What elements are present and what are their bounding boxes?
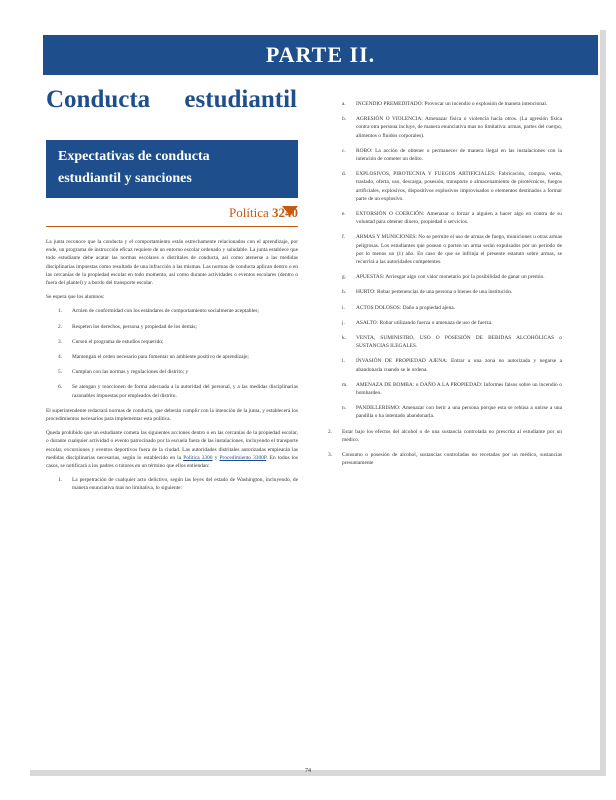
left-column (46, 238, 298, 500)
list-item-text: ASALTO: Robar utilizando fuerza o amenaza de uso de fuerza. (356, 319, 493, 326)
and-word: y (214, 454, 218, 461)
list-letter: b. (342, 116, 347, 123)
offense-sublist (330, 100, 562, 421)
list-item (330, 100, 562, 108)
list-item-text: EXTORSIÓN O COERCIÓN: Amenazar o forzar a alguien a hacer algo en contra de su voluntad para obtener dinero, propiedad o servicios. (356, 211, 562, 226)
list-item (330, 357, 562, 373)
numbered-list (316, 428, 562, 468)
list-letter: a. (342, 101, 346, 107)
list-letter: c. (342, 147, 346, 154)
list-item-text: Estar bajo los efectos del alcohol o de una sustancia controlada no prescrita al estudiante por un médico. (342, 428, 562, 443)
list-item (46, 476, 298, 492)
list-number: 1. (58, 477, 63, 484)
list-letter: h. (342, 289, 347, 296)
list-item (330, 273, 562, 281)
list-item-text: ARMAS Y MUNICIONES: No se permite el uso de armas de fuego, municiones u otras armas peligrosas. Los estudiantes que posean o porten un arma serán expulsados por un periodo de por lo menos un (1) año. En caso de que se infrinja el presente estatuto sobre armas, se recurrirá a las autoridades competentes. (356, 234, 562, 266)
list-item-text: Cumplan con las normas y regulaciones del distrito; y (72, 369, 189, 376)
list-item-text: Actúen de conformidad con los estándares de comportamiento socialmente aceptables; (72, 308, 259, 315)
section-heading-line-2: estudiantil y sanciones (58, 171, 192, 186)
section-heading-box (46, 140, 298, 198)
intro-paragraph: La junta reconoce que la conducta y el comportamiento están estrechamente relacionados con el aprendizaje, por ende, un programa de instrucción eficaz requiere de un entorno escolar ordenado y saludable. La junta establece que todo estudiante debe acatar las normas escolares o distritales de conducta, así como atenerse a las medidas disciplinarias impuestas como resultado de una infracción a las mismas. Las normas de conducta aplican dentro o en las cercanías de la propiedad escolar en todo momento, así como durante actividades o eventos escolares (dentro o fuera del plantel) y a bordo del transporte escolar. (46, 239, 298, 287)
list-item-text: AGRESIÓN O VIOLENCIA: Amenazar física o violencia hacia otros. (La agresión física contra otra persona incluye, de manera enunciativa mas no limitativa: armas, partes del cuerpo, alimentos o fluidos corporales). (356, 116, 562, 139)
list-item (46, 383, 298, 399)
list-item (46, 323, 298, 331)
part-title: PARTE II. (265, 42, 376, 67)
list-item-text: AMENAZA DE BOMBA: o DAÑO A LA PROPIEDAD: Informes falsos sobre un incendio o bombardeo. (356, 381, 562, 397)
prohibited-text: Queda prohibido que un estudiante cometa las siguientes acciones dentro o en las cercanías de la propiedad escolar, o durante cualquier actividad o evento patrocinado por la escuela fuera de las instalaciones, incluyendo el transporte escolar, excursiones y eventos deportivos fuera de la ciudad. Las autoridades distritales autorizadas emplearán las medidas disciplinarias necesarias, según lo establecido en la (46, 430, 298, 461)
list-item (46, 307, 298, 315)
list-item (46, 338, 298, 346)
list-number: 3. (58, 338, 63, 345)
list-letter: d. (342, 171, 347, 178)
list-item-text: HURTO: Robar pertenencias de una persona o bienes de una institución. (356, 289, 513, 296)
list-letter: e. (342, 211, 346, 218)
policy-word: Política (229, 205, 269, 220)
list-item (330, 115, 562, 140)
policy-label (150, 205, 298, 221)
list-letter: l. (342, 358, 345, 365)
list-item (330, 147, 562, 163)
list-item-text: ROBO: La acción de obtener o permanecer de manera ilegal en las instalaciones con la intención de cometer un delito. (356, 147, 562, 163)
superintendent-paragraph: El superintendente redactará normas de conducta, que deberán cumplir con la intención de la junta, y establecerá los procedimientos necesarios para implementar esta política. (46, 407, 298, 423)
list-item (330, 404, 562, 420)
policy-number: 3240 (272, 205, 298, 220)
list-item (316, 428, 562, 444)
list-item (330, 334, 562, 350)
list-item-text: INVASIÓN DE PROPIEDAD AJENA: Entrar a una zona no autorizada y negarse a abandonarla cuando se le ordena. (356, 358, 562, 373)
offense-list (46, 476, 298, 492)
list-number: 2. (328, 428, 333, 435)
list-item-text: Cursen el programa de estudios requerido; (72, 338, 164, 345)
procedure-3300p-link[interactable]: Procedimiento 3300P (219, 454, 267, 461)
list-number: 1. (58, 308, 63, 315)
list-letter: m. (342, 381, 348, 388)
list-item (330, 319, 562, 327)
page-title: Conducta estudiantil (46, 86, 297, 113)
list-item (46, 353, 298, 361)
list-number: 2. (58, 323, 63, 330)
list-item-text: EXPLOSIVOS, PIROTECNIA Y FUEGOS ARTIFICIALES: Fabricación, compra, venta, traslado, oferta, uso, descarga, posesión, transporte o almacenamiento de pirotécnicos, fuegos artificiales, explosivos, dispositivos explosivos improvisados o elementos destinados a formar parte de un explosivo. (356, 171, 562, 202)
section-heading-line-1: Expectativas de conducta (58, 149, 210, 164)
list-item-text: VENTA, SUMINISTRO, USO O POSESIÓN DE BEBIDAS ALCOHÓLICAS o SUSTANCIAS ILEGALES. (356, 335, 562, 350)
page-shadow-right (600, 30, 606, 770)
list-item (330, 304, 562, 312)
list-item-text: Consumo o posesión de alcohol, sustancias controladas no recetadas por un médico, sustancias presuntamente (342, 452, 562, 467)
list-item-text: La perpetración de cualquier acto delictivo, según las leyes del estado de Washington, incluyendo, de manera enunciativa mas no limitativa, lo siguiente: (72, 477, 298, 492)
list-item-text: Se atengan y reaccionen de forma adecuada a la autoridad del personal, y a las medidas disciplinarias razonables impuestas por empleados del distrito. (72, 384, 298, 399)
expectations-lead: Se espera que los alumnos: (46, 294, 105, 301)
list-letter: i. (342, 304, 345, 311)
list-item-text: Respeten los derechos, persona y propiedad de los demás; (72, 323, 197, 330)
list-item (316, 451, 562, 467)
prohibited-paragraph (46, 429, 298, 470)
expectations-list (46, 307, 298, 399)
page-number: 74 (305, 768, 311, 774)
list-number: 6. (58, 384, 63, 391)
list-number: 3. (328, 452, 333, 459)
list-letter: j. (342, 319, 345, 326)
list-item (330, 210, 562, 226)
list-item (330, 170, 562, 203)
list-item-text: ACTOS DOLOSOS: Daño a propiedad ajena. (356, 304, 456, 311)
list-item-text: Mantengan el orden necesario para fomentar un ambiente positivo de aprendizaje; (72, 354, 249, 361)
list-number: 5. (58, 369, 63, 376)
list-item-text: APUESTAS: Arriesgar algo con valor monetario por la posibilidad de ganar un premio. (356, 274, 545, 281)
list-item-text: PANDILLERISMO: Amenazar con herir a una persona porque esta se rehúsa a unirse a una pandilla o ha intentado abandonarla. (356, 405, 562, 420)
policy-divider (46, 226, 298, 227)
list-letter: k. (342, 335, 347, 342)
policy-3300-link[interactable]: Política 3300 (183, 454, 213, 461)
list-item (46, 368, 298, 376)
list-letter: g. (342, 274, 347, 281)
part-header (43, 35, 598, 75)
list-item (330, 288, 562, 296)
right-column (330, 100, 562, 475)
list-letter: n. (342, 405, 347, 412)
list-item (330, 381, 562, 397)
triangle-down-icon (282, 206, 298, 216)
list-item-text: INCENDIO PREMEDITADO: Provocar un incendio o explosión de manera intencional. (356, 101, 548, 107)
list-number: 4. (58, 354, 63, 361)
list-letter: f. (342, 234, 346, 241)
prohibited-text-end: . En todos los casos, se notificará a los padres o tutores en un término que ellos entiendan: (46, 454, 298, 470)
list-item (330, 233, 562, 266)
